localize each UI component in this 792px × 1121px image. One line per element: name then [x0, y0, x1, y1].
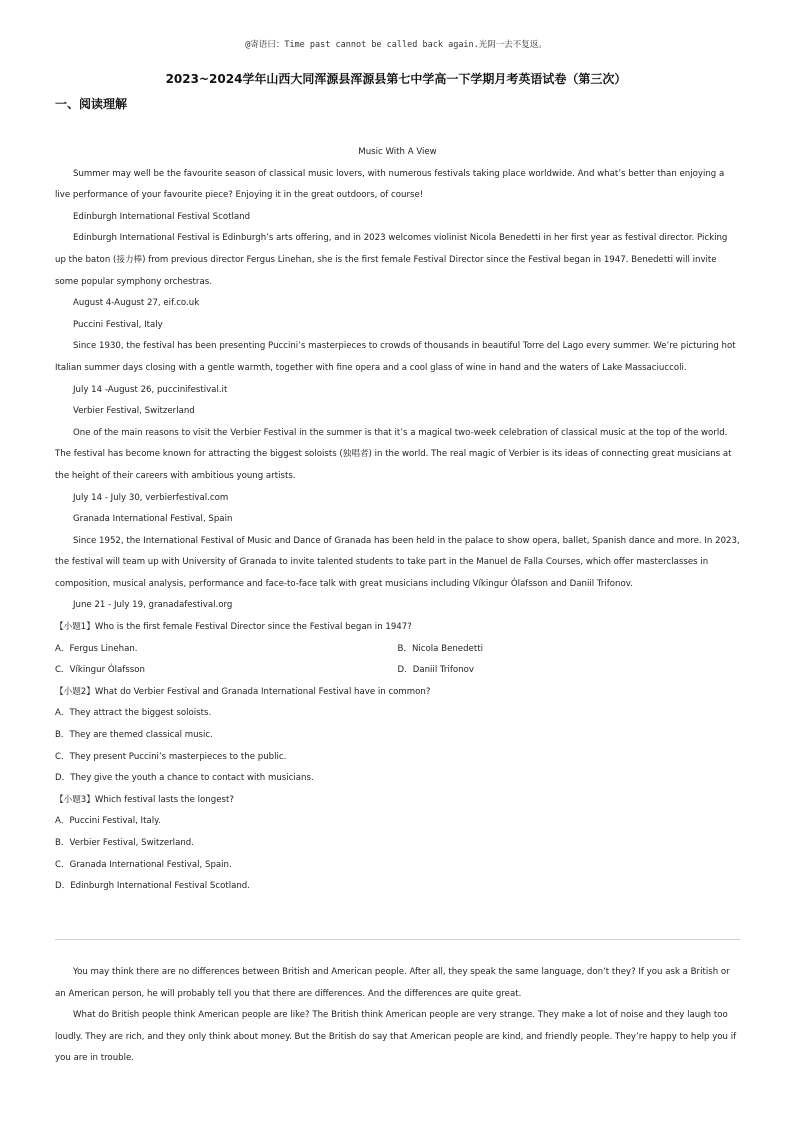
- question-options: [55, 639, 740, 661]
- passage-paragraph: You may think there are no differences between British and American people. After all, they speak the same language, don’t they? If you ask a British or an American person, he will probably tell you that there are differences. And the differences are quite great.: [55, 967, 730, 999]
- passage-1: [55, 142, 740, 898]
- motto-line: @寄语曰：Time past cannot be called back again.光阴一去不复返。: [245, 40, 547, 50]
- answer-option: D．They give the youth a chance to contact with musicians.: [55, 773, 314, 784]
- question-stem: 【小题3】Which festival lasts the longest?: [55, 794, 234, 805]
- section-divider: [55, 939, 740, 940]
- answer-option: C．Granada International Festival, Spain.: [55, 859, 232, 870]
- answer-option: C．Víkingur Ólafsson: [55, 665, 145, 676]
- answer-option: D．Edinburgh International Festival Scotland.: [55, 881, 250, 892]
- festival-name: Puccini Festival, Italy: [73, 319, 163, 330]
- answer-option: B．They are themed classical music.: [55, 730, 213, 741]
- festival-description: Edinburgh International Festival is Edinburgh’s arts offering, and in 2023 welcomes violinist Nicola Benedetti in her first year as festival director. Picking up the baton (接力棒) from previous director Fergus Linehan, she is the first female Festival Director since the Festival began in 1947. Benedetti will invite some popular symphony orchestras.: [55, 233, 728, 287]
- festival-name: Verbier Festival, Switzerland: [73, 406, 195, 417]
- festival-description: Since 1952, the International Festival of Music and Dance of Granada has been held in the palace to show opera, ballet, Spanish dance and more. In 2023, the festival will team up with University of Granada to invite talented students to take part in the Manuel de Falla Courses, which offer masterclasses in composition, musical analysis, performance and face-to-face talk with great musicians including Víkingur Ólafsson and Daniil Trifonov.: [55, 535, 740, 589]
- answer-option: A．Fergus Linehan.: [55, 643, 138, 654]
- question-stem: 【小题1】Who is the first female Festival Director since the Festival began in 1947?: [55, 622, 412, 633]
- answer-option: D．Daniil Trifonov: [397, 665, 474, 676]
- festival-description: One of the main reasons to visit the Verbier Festival in the summer is that it’s a magical two-week celebration of classical music at the top of the world. The festival has become known for attracting the biggest soloists (独唱者) in the world. The real magic of Verbier is its ideas of connecting great musicians at the height of their careers with ambitious young artists.: [55, 427, 732, 481]
- question-options: [55, 660, 740, 682]
- section-heading: 一、阅读理解: [55, 97, 128, 111]
- answer-option: C．They present Puccini’s masterpieces to the public.: [55, 751, 287, 762]
- passage-intro: Summer may well be the favourite season of classical music lovers, with numerous festivals taking place worldwide. And what’s better than enjoying a live performance of your favourite piece? Enjoying it in the great outdoors, of course!: [55, 168, 725, 201]
- festival-dates: August 4-August 27, eif.co.uk: [73, 298, 200, 309]
- answer-option: A．They attract the biggest soloists.: [55, 708, 212, 719]
- exam-title: 2023~2024学年山西大同浑源县浑源县第七中学高一下学期月考英语试卷（第三次）: [165, 72, 627, 86]
- passage-paragraph: What do British people think American people are like? The British think American people are very strange. They make a lot of noise and they laugh too loudly. They are rich, and they only think about money. But the British do say that American people are kind, and friendly people. They’re happy to help you if you are in trouble.: [55, 1010, 737, 1064]
- answer-option: B．Verbier Festival, Switzerland.: [55, 838, 194, 848]
- festival-description: Since 1930, the festival has been presenting Puccini’s masterpieces to crowds of thousands in beautiful Torre del Lago every summer. We’re picturing hot Italian summer days closing with a gentle warmth, together with fine opera and a cool glass of wine in hand and the waters of Lake Massaciuccoli.: [55, 341, 736, 373]
- festival-dates: July 14 -August 26, puccinifestival.it: [73, 384, 228, 395]
- festival-dates: June 21 - July 19, granadafestival.org: [73, 600, 233, 611]
- festival-dates: July 14 - July 30, verbierfestival.com: [73, 492, 229, 503]
- festival-name: Edinburgh International Festival Scotland: [73, 211, 251, 222]
- festival-name: Granada International Festival, Spain: [73, 514, 233, 525]
- passage-2: [55, 962, 740, 1070]
- answer-option: A．Puccini Festival, Italy.: [55, 816, 161, 827]
- passage-title: Music With A View: [358, 147, 437, 157]
- question-stem: 【小题2】What do Verbier Festival and Granada International Festival have in common?: [55, 686, 431, 697]
- answer-option: B．Nicola Benedetti: [397, 643, 483, 654]
